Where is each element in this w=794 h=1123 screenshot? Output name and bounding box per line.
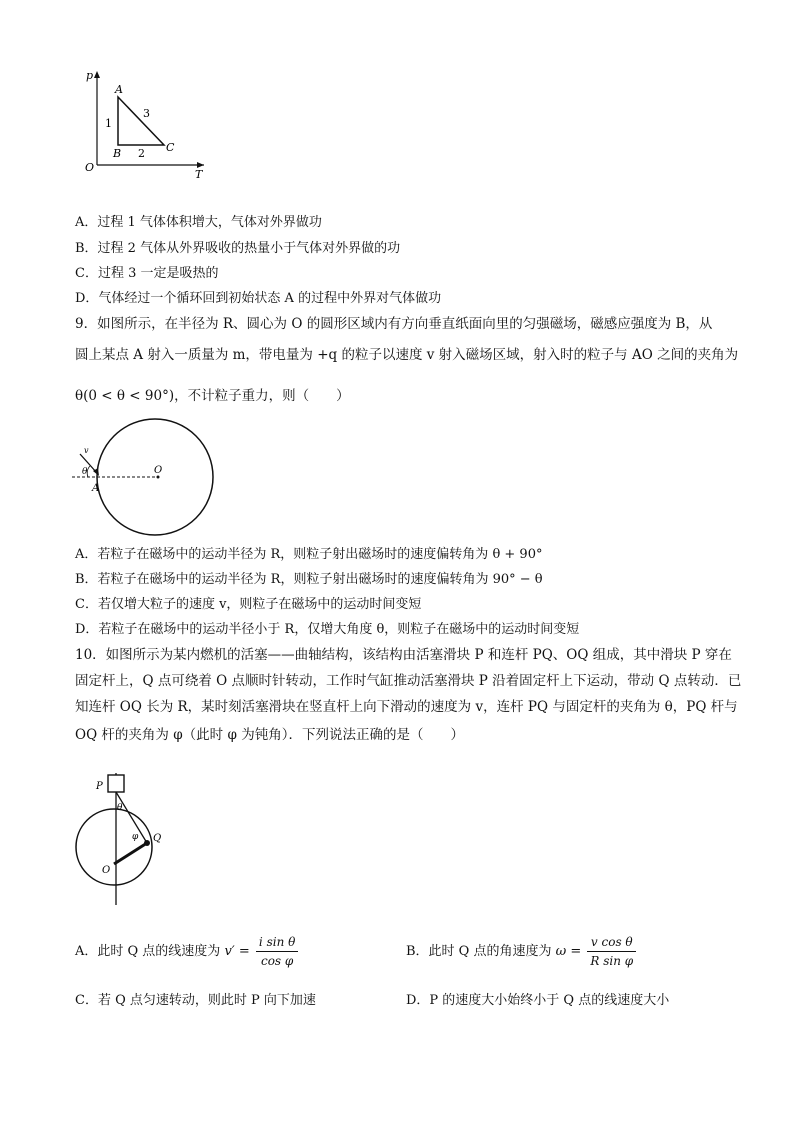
piston-crank-diagram [72,765,182,915]
q9-option-c: C．若仅增大粒子的速度 v，则粒子在磁场中的运动时间变短 [75,597,422,612]
theta-arc [87,466,90,477]
piston-slider [108,775,124,792]
q8-option-b: B．过程 2 气体从外界吸收的热量小于气体对外界做的功 [75,241,401,256]
q9-option-a: A．若粒子在磁场中的运动半径为 R，则粒子射出磁场时的速度偏转角为 θ + 90° [75,547,543,562]
origin-label: O [85,161,95,174]
q9-option-d: D．若粒子在磁场中的运动半径小于 R，仅增大角度 θ，则粒子在磁场中的运动时间变短 [75,622,580,637]
q10-option-b-fraction [587,933,636,970]
q8-option-a: A．过程 1 气体体积增大，气体对外界做功 [75,215,322,230]
point-a-label: A [92,483,100,494]
q10-stem-line2: 固定杆上，Q 点可绕着 O 点顺时针转动，工作时气缸推动活塞滑块 P 沿着固定杆上下运动，带动 Q 点转动．已 [75,673,742,689]
q9-stem-line3: θ(0 < θ < 90°)，不计粒子重力，则（ ） [75,388,350,404]
point-a-label: A [115,83,123,96]
center-o-label: O [154,465,163,476]
v-label: v [84,446,89,455]
point-b-label: B [113,147,122,160]
q10-stem-line1: 10．如图所示为某内燃机的活塞——曲轴结构，该结构由活塞滑块 P 和连杆 PQ、OQ 组成，其中滑块 P 穿在 [75,647,732,663]
point-o-label: O [102,865,111,876]
q10-option-a-fraction [256,933,298,970]
q8-option-c: C．过程 3 一定是吸热的 [75,266,219,281]
q10-option-b-denominator: R sin φ [590,954,634,968]
q10-option-b-lhs: ω = [555,944,582,959]
point-q-label: Q [153,833,162,844]
process-1-label: 1 [105,117,112,130]
q10-option-d: D．P 的速度大小始终小于 Q 点的线速度大小 [406,993,670,1008]
point-p-label: P [96,781,103,792]
q10-option-b-numerator: v cos θ [587,933,636,952]
p-axis-arrow [94,71,100,78]
point-q-dot [144,840,150,846]
phi-label: φ [132,832,139,842]
process-2-label: 2 [138,147,145,160]
q10-option-b-text: B．此时 Q 点的角速度为 [406,944,552,959]
q10-option-a-text: A．此时 Q 点的线速度为 [75,944,221,959]
q10-option-a-lhs: v′ = [224,944,250,959]
q10-option-a-denominator: cos φ [260,954,294,968]
cycle-triangle [118,97,164,145]
q10-option-a-numerator: i sin θ [256,933,298,952]
t-axis-label: T [195,168,203,181]
q10-stem-line4: OQ 杆的夹角为 φ（此时 φ 为钝角）．下列说法正确的是（ ） [75,727,464,743]
pt-diagram [80,65,210,183]
q10-stem-line3: 知连杆 OQ 长为 R，某时刻活塞滑块在竖直杆上向下滑动的速度为 v，连杆 PQ 与固定杆的夹角为 θ，PQ 杆与 [75,699,738,715]
q10-option-a [75,933,300,970]
q10-option-b [406,933,638,970]
q10-option-c: C．若 Q 点匀速转动，则此时 P 向下加速 [75,993,316,1008]
process-3-label: 3 [143,107,150,120]
magnetic-field-diagram [68,418,218,538]
p-axis-label: p [86,69,94,82]
q9-option-b: B．若粒子在磁场中的运动半径为 R，则粒子射出磁场时的速度偏转角为 90° − θ [75,572,543,587]
point-c-label: C [166,141,175,154]
q9-stem-line2: 圆上某点 A 射入一质量为 m，带电量为 +q 的粒子以速度 v 射入磁场区域，射入时的粒子与 AO 之间的夹角为 [75,347,739,363]
theta-label: θ [82,467,88,477]
theta-label: θ [117,803,123,813]
rod-oq [114,843,147,864]
q9-stem-line1: 9．如图所示，在半径为 R、圆心为 O 的圆形区域内有方向垂直纸面向里的匀强磁场，磁感应强度为 B，从 [75,316,713,332]
q8-option-d: D．气体经过一个循环回到初始状态 A 的过程中外界对气体做功 [75,291,442,306]
